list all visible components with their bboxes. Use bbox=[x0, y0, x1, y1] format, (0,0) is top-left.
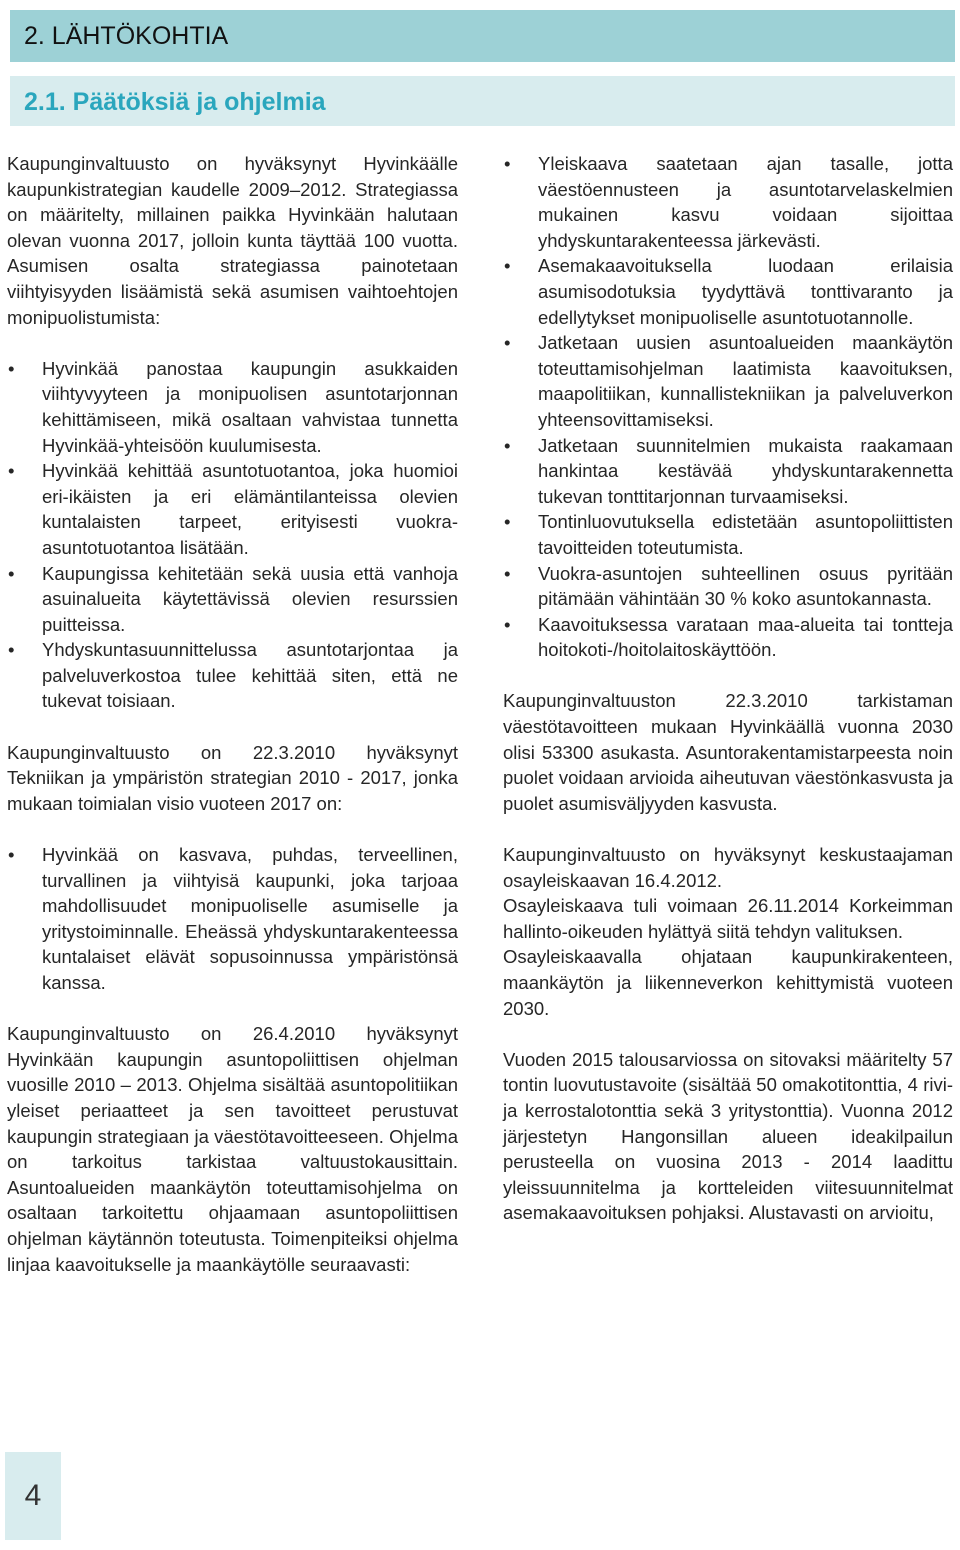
paragraph-strategy-intro: Kaupunginvaltuusto on hyväksynyt Hyvinkäälle kaupunkistrategian kaudelle 2009–2012. Strategiassa on määritelty, millainen paikka Hyvinkään halutaan olevan vuonna 2017, jolloin kunta täyttää 100 vuotta. Asumisen osalta strategiassa painotetaan viihtyisyyden lisäämistä sekä asumisen vaihtoehtojen monipuolistumista: bbox=[7, 153, 458, 328]
paragraph-budget-plots: Vuoden 2015 talousarviossa on sitovaksi määritelty 57 tontin luovutustavoite (sisältää 50 omakotitonttia, 4 rivi- ja kerrostalotonttia sekä 3 yritystonttia). Vuonna 2012 järjestetyn Hangonsillan alueen ideakilpailun perusteella on vuosina 2013 - 2014 laadittu yleissuunnitelma ja kortteleiden viitesuunnitelmat asemakaavoituksen pohjaksi. Alustavasti on arvioitu, bbox=[503, 1048, 953, 1224]
list-item: • Jatketaan uusien asuntoalueiden maankäytön toteuttamisohjelman laatimista kaavoituksen, maapolitiikan, kunnallistekniikan ja palveluverkon yhteensovittamiseksi. bbox=[503, 330, 953, 432]
paragraph-population-target: Kaupunginvaltuuston 22.3.2010 tarkistaman väestötavoitteen mukaan Hyvinkäällä vuonna 2030 olisi 53300 asukasta. Asuntorakentamistarpeesta noin puolet voidaan arvioida aiheutuvan väestönkasvusta ja puolet asumisväljyyden kasvusta. bbox=[503, 690, 953, 814]
paragraph-master-plan-in-force: Osayleiskaava tuli voimaan 26.11.2014 Korkeimman hallinto-oikeuden hylättyä siitä tehdyn valituksen. bbox=[503, 895, 953, 942]
list-item: • Tontinluovutuksella edistetään asuntopoliittisten tavoitteiden toteutumista. bbox=[503, 509, 953, 560]
section-heading-band bbox=[10, 76, 955, 126]
page-number-box bbox=[5, 1452, 61, 1540]
list-item: • Yhdyskuntasuunnittelussa asuntotarjontaa ja palveluverkostoa tulee kehittää siten, että ne tukevat toisiaan. bbox=[7, 637, 458, 714]
list-item: • Hyvinkää kehittää asuntotuotantoa, joka huomioi eri-ikäisten ja eri elämäntilanteissa olevien kuntalaisten tarpeet, erityisesti vuokra-asuntotuotantoa lisätään. bbox=[7, 458, 458, 560]
vision-list bbox=[7, 842, 458, 996]
list-item: • Hyvinkää on kasvava, puhdas, terveellinen, turvallinen ja viihtyisä kaupunki, joka tarjoaa mahdollisuudet monipuoliselle asumiselle ja yritystoiminnalle. Eheässä yhdyskuntarakenteessa kuntalaiset elävät sopusoinnussa ympäristönsä kanssa. bbox=[7, 842, 458, 996]
list-item: • Yleiskaava saatetaan ajan tasalle, jotta väestöennusteen ja asuntotarvelaskelmien mukainen kasvu voidaan sijoittaa yhdyskuntarakenteessa järkevästi. bbox=[503, 151, 953, 253]
left-column bbox=[7, 151, 458, 1277]
list-item: • Kaupungissa kehitetään sekä uusia että vanhoja asuinalueita käytettävissä olevien resurssien puitteissa. bbox=[7, 561, 458, 638]
section-heading: 2.1. Päätöksiä ja ohjelmia bbox=[24, 88, 326, 116]
right-column bbox=[503, 151, 953, 1226]
strategy-list bbox=[7, 356, 458, 714]
page-number: 4 bbox=[24, 1479, 42, 1512]
paragraph-housing-policy: Kaupunginvaltuusto on 26.4.2010 hyväksynyt Hyvinkään kaupungin asuntopoliittisen ohjelman vuosille 2010 – 2013. Ohjelma sisältää asuntopolitiikan yleiset periaatteet ja sen tavoitteet perustuvat kaupungin strategiaan ja väestötavoitteeseen. Ohjelma on tarkoitus tarkistaa valtuustokausittain. Asuntoalueiden maankäytön toteuttamisohjelma on osaltaan tarkoitettu ohjaamaan asuntopoliittisen ohjelman käytännön toteutusta. Toimenpiteiksi ohjelma linjaa kaavoitukselle ja maankäytölle seuraavasti: bbox=[7, 1023, 458, 1275]
list-item: • Hyvinkää panostaa kaupungin asukkaiden viihtyvyyteen ja monipuolisen asuntotarjonnan kehittämiseen, mikä osaltaan vahvistaa tunnetta Hyvinkää-yhteisöön kuulumisesta. bbox=[7, 356, 458, 458]
measures-list bbox=[503, 151, 953, 663]
chapter-heading: 2. LÄHTÖKOHTIA bbox=[24, 22, 229, 50]
paragraph-master-plan-approved: Kaupunginvaltuusto on hyväksynyt keskustaajaman osayleiskaavan 16.4.2012. bbox=[503, 844, 953, 891]
paragraph-technical-strategy: Kaupunginvaltuusto on 22.3.2010 hyväksynyt Tekniikan ja ympäristön strategian 2010 - 2017, jonka mukaan toimialan visio vuoteen 2017 on: bbox=[7, 741, 458, 814]
list-item: • Kaavoituksessa varataan maa-alueita tai tontteja hoitokoti-/hoitolaitoskäyttöön. bbox=[503, 612, 953, 663]
chapter-heading-band bbox=[10, 10, 955, 62]
list-item: • Asemakaavoituksella luodaan erilaisia asumisodotuksia tyydyttävä tonttivaranto ja edellytykset monipuoliselle asuntotuotannolle. bbox=[503, 253, 953, 330]
list-item: • Vuokra-asuntojen suhteellinen osuus pyritään pitämään vähintään 30 % koko asuntokannasta. bbox=[503, 561, 953, 612]
paragraph-master-plan-goal: Osayleiskaavalla ohjataan kaupunkirakenteen, maankäytön ja liikenneverkon kehittymistä vuoteen 2030. bbox=[503, 946, 953, 1019]
list-item: • Jatketaan suunnitelmien mukaista raakamaan hankintaa kestävää yhdyskuntarakennetta tukevan tonttitarjonnan turvaamiseksi. bbox=[503, 433, 953, 510]
